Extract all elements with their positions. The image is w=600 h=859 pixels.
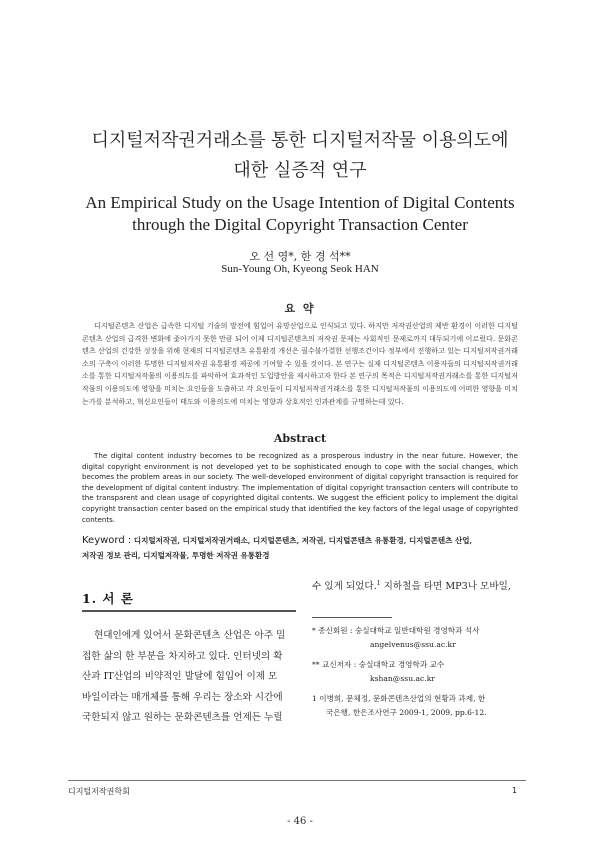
footnote-ref-1[interactable]: 1 [376, 579, 381, 587]
intro-right-text: 수 있게 되었다. [312, 581, 377, 592]
footnote-1: 1 이병희, 문체정, 문화콘텐츠산업의 현황과 과제, 한 [312, 694, 486, 703]
intro-line-2: 접한 삶의 한 부분을 차지하고 있다. 인터넷의 확 [82, 650, 283, 662]
authors-korean: 오 선 영*, 한 경 석** [249, 250, 351, 263]
footnote-1-cont: 국은행, 한은조사연구 2009-1, 2009, pp.6-12. [326, 708, 487, 717]
intro-line-5: 국한되지 않고 원하는 문화콘텐츠를 언제든 누릴 [82, 712, 283, 723]
introduction-right-column-line [312, 578, 511, 592]
introduction-left-column [82, 626, 296, 729]
title-english-line1: An Empirical Study on the Usage Intention of Digital Contents [85, 193, 515, 212]
intro-right-text-tail: 지하철을 타면 MP3나 모바일, [380, 581, 511, 592]
keyword-label: Keyword : [82, 535, 132, 546]
footnotes [312, 624, 532, 720]
abstract-korean [82, 320, 518, 408]
section-heading-rule [82, 610, 296, 612]
authors-english: Sun-Young Oh, Kyeong Seok HAN [221, 263, 379, 275]
intro-line-3: 산과 IT산업의 비약적인 발달에 힘입어 이제 모 [82, 671, 278, 682]
abstract-english-text: The digital content industry becomes to be recognized as a prosperous industry in the near future. However, the digital copyright environment is not developed yet to be sophisticated enough to cope with the social changes, which becomes the problem areas in our society. The well-developed environment of digital copyright transaction is required for the development of digital content industry. The implementation of digital copyright transaction centers will contribute to the transparent and clean usage of copyrighted digital contents. We suggest the efficient policy to implement the digital copyright transaction center based on the empirical study that identified the key factors of the legal usage of copyrighted contents. [82, 451, 518, 524]
footnote-author1-email[interactable]: angelvenus@ssu.ac.kr [370, 640, 456, 649]
footnote-author2-email[interactable]: kshan@ssu.ac.kr [370, 674, 435, 683]
abstract-korean-text: 디지털콘텐츠 산업은 급속한 디지털 기술의 발전에 힘입어 유망산업으로 인식되고 있다. 하지만 저작권산업의 제반 환경이 이러한 디지털콘텐츠 산업의 급격한 변화에 좇아가지 못한 만큼 되어 이제 디지털콘텐츠의 저작권 문제는 사회적인 문제로까지 대두되기에 이르렀다. 문화콘텐츠 산업의 건강한 성장을 위해 현재의 디지털콘텐츠 유통환경 개선은 필수불가결한 선행조건이다 정부에서 진행하고 있는 디지털저작권거래소의 구축이 이러한 투명한 디지털저작권 유통환경 제공에 기여할 수 있을 것이다. 본 연구는 실제 디지털콘텐츠 이용자들의 디지털저작권거래소를 통한 디지털저작물의 이용의도를 파악하여 효과적인 도입방안을 제시하고자 한다 본 연구의 목적은 디지털저작권거래소를 통한 디지털저작물의 이용의도에 영향을 미치는 요인들을 도출하고 각 요인들이 디지털저작권거래소를 통한 디지털저작물의 이용의도에 어떠한 영향을 미치는가를 분석하고, 혁신요인들이 태도와 이용의도에 미치는 영향과 상호적인 인과관계를 규명하는데 있다. [82, 321, 518, 406]
keywords [82, 533, 522, 563]
intro-line-1: 현대인에게 있어서 문화콘텐츠 산업은 아주 밀 [94, 630, 286, 641]
abstract-korean-heading: 요 약 [284, 302, 316, 315]
introduction-heading: 1. 서 론 [82, 591, 134, 606]
page-number: - 46 - [287, 816, 313, 827]
keywords-line1: 디지털저작권, 디지털저작권거래소, 디지털콘텐츠, 저작권, 디지털콘텐츠 유통환경, 디지털콘텐츠 산업, [133, 536, 473, 545]
footer-rule [68, 780, 526, 781]
abstract-english-heading: Abstract [273, 432, 327, 445]
abstract-english [82, 451, 518, 525]
footnote-author1: * 종신회원 : 숭실대학교 일반대학원 경영학과 석사 [312, 626, 480, 635]
footnote-author2: ** 교신저자 : 숭실대학교 경영학과 교수 [312, 660, 445, 669]
keywords-line2: 저작권 정보 관리, 디지털저작물, 투명한 저작권 유통환경 [82, 551, 270, 560]
title-english-line2: through the Digital Copyright Transaction Center [132, 215, 468, 234]
intro-line-4: 바일이라는 매개체를 통해 우리는 장소와 시간에 [82, 691, 283, 703]
journal-name: 디지털저작권학회 [68, 787, 130, 796]
title-korean-line2: 대한 실증적 연구 [233, 160, 367, 181]
title-korean-line1: 디지털저작권거래소를 통한 디지털저작물 이용의도에 [91, 130, 509, 151]
footnote-rule [312, 617, 392, 618]
issue-number: 1 [512, 786, 518, 795]
